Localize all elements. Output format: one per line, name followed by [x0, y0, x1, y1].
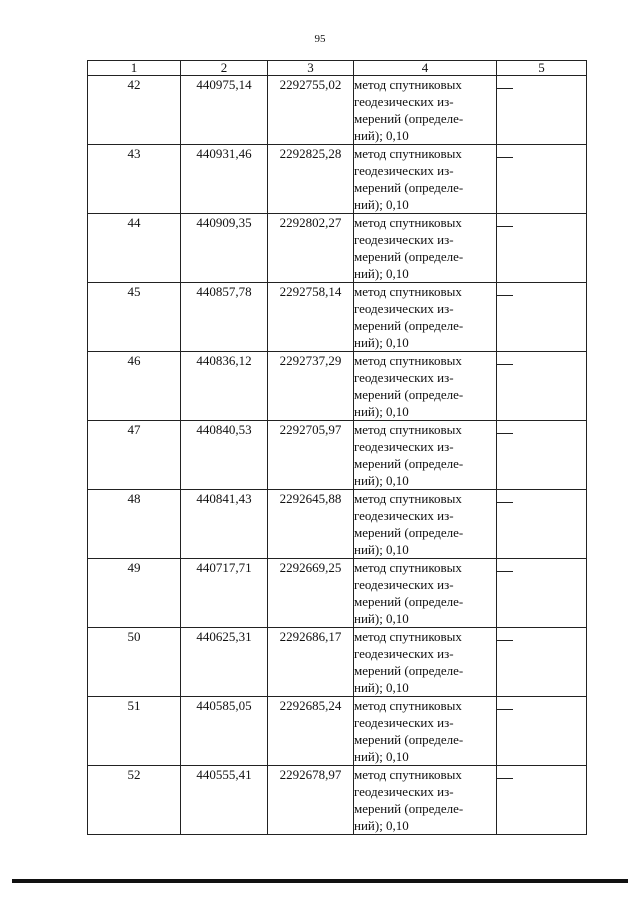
- method-line: метод спутниковых: [354, 77, 462, 92]
- method-line: мерений (определе-: [354, 180, 464, 195]
- point-number-cell: 45: [88, 283, 181, 352]
- method-line: мерений (определе-: [354, 249, 464, 264]
- table-row: [88, 283, 587, 352]
- coordinate-y-cell: 2292686,17: [268, 628, 354, 697]
- bottom-rule: [12, 879, 628, 883]
- method-line: мерений (определе-: [354, 525, 464, 540]
- coordinate-y-cell: 2292755,02: [268, 76, 354, 145]
- dash-mark: [497, 640, 513, 641]
- method-line: геодезических из-: [354, 301, 454, 316]
- coordinate-x-cell: 440555,41: [181, 766, 268, 835]
- dash-mark: [497, 295, 513, 296]
- dash-mark: [497, 778, 513, 779]
- method-line: мерений (определе-: [354, 663, 464, 678]
- method-line: мерений (определе-: [354, 318, 464, 333]
- method-line: мерений (определе-: [354, 111, 464, 126]
- coordinate-x-cell: 440585,05: [181, 697, 268, 766]
- method-cell: [354, 628, 497, 697]
- method-line: метод спутниковых: [354, 353, 462, 368]
- dash-mark: [497, 709, 513, 710]
- method-line: геодезических из-: [354, 439, 454, 454]
- method-cell: [354, 421, 497, 490]
- method-line: геодезических из-: [354, 370, 454, 385]
- dash-mark: [497, 571, 513, 572]
- method-line: ний); 0,10: [354, 818, 409, 833]
- method-line: метод спутниковых: [354, 146, 462, 161]
- method-line: метод спутниковых: [354, 422, 462, 437]
- coordinate-y-cell: 2292737,29: [268, 352, 354, 421]
- coordinate-x-cell: 440836,12: [181, 352, 268, 421]
- method-line: ний); 0,10: [354, 404, 409, 419]
- point-number-cell: 49: [88, 559, 181, 628]
- method-line: ний); 0,10: [354, 197, 409, 212]
- table-row: [88, 421, 587, 490]
- table-row: [88, 145, 587, 214]
- coordinate-x-cell: 440975,14: [181, 76, 268, 145]
- method-cell: [354, 145, 497, 214]
- table-row: [88, 766, 587, 835]
- method-line: геодезических из-: [354, 232, 454, 247]
- column-header-2: 2: [181, 61, 268, 76]
- method-line: мерений (определе-: [354, 456, 464, 471]
- note-cell: [497, 421, 587, 490]
- method-cell: [354, 214, 497, 283]
- note-cell: [497, 628, 587, 697]
- coordinate-y-cell: 2292685,24: [268, 697, 354, 766]
- coordinate-x-cell: 440931,46: [181, 145, 268, 214]
- method-line: ний); 0,10: [354, 266, 409, 281]
- method-line: ний); 0,10: [354, 335, 409, 350]
- table-header-row: [88, 61, 587, 76]
- coordinate-y-cell: 2292705,97: [268, 421, 354, 490]
- note-cell: [497, 490, 587, 559]
- note-cell: [497, 766, 587, 835]
- point-number-cell: 52: [88, 766, 181, 835]
- coordinate-y-cell: 2292645,88: [268, 490, 354, 559]
- table-row: [88, 559, 587, 628]
- method-cell: [354, 352, 497, 421]
- method-line: геодезических из-: [354, 784, 454, 799]
- method-cell: [354, 697, 497, 766]
- method-line: ний); 0,10: [354, 128, 409, 143]
- column-header-5: 5: [497, 61, 587, 76]
- note-cell: [497, 352, 587, 421]
- coordinate-y-cell: 2292802,27: [268, 214, 354, 283]
- note-cell: [497, 697, 587, 766]
- table-row: [88, 214, 587, 283]
- method-line: мерений (определе-: [354, 594, 464, 609]
- method-line: геодезических из-: [354, 715, 454, 730]
- method-line: метод спутниковых: [354, 629, 462, 644]
- column-header-4: 4: [354, 61, 497, 76]
- coordinate-x-cell: 440841,43: [181, 490, 268, 559]
- method-line: ний); 0,10: [354, 542, 409, 557]
- dash-mark: [497, 226, 513, 227]
- table-body: [88, 76, 587, 835]
- method-line: геодезических из-: [354, 646, 454, 661]
- method-line: метод спутниковых: [354, 284, 462, 299]
- note-cell: [497, 145, 587, 214]
- coordinate-y-cell: 2292825,28: [268, 145, 354, 214]
- coordinate-y-cell: 2292678,97: [268, 766, 354, 835]
- method-line: метод спутниковых: [354, 560, 462, 575]
- table-row: [88, 490, 587, 559]
- method-cell: [354, 283, 497, 352]
- column-header-3: 3: [268, 61, 354, 76]
- coordinates-table: [87, 60, 587, 835]
- coordinate-x-cell: 440909,35: [181, 214, 268, 283]
- table-row: [88, 697, 587, 766]
- dash-mark: [497, 157, 513, 158]
- note-cell: [497, 214, 587, 283]
- dash-mark: [497, 502, 513, 503]
- method-line: мерений (определе-: [354, 387, 464, 402]
- method-line: метод спутниковых: [354, 491, 462, 506]
- method-line: ний); 0,10: [354, 611, 409, 626]
- method-line: геодезических из-: [354, 163, 454, 178]
- table-row: [88, 628, 587, 697]
- point-number-cell: 46: [88, 352, 181, 421]
- point-number-cell: 51: [88, 697, 181, 766]
- coordinate-y-cell: 2292758,14: [268, 283, 354, 352]
- dash-mark: [497, 364, 513, 365]
- method-line: ний); 0,10: [354, 749, 409, 764]
- point-number-cell: 48: [88, 490, 181, 559]
- method-cell: [354, 490, 497, 559]
- method-line: мерений (определе-: [354, 732, 464, 747]
- method-cell: [354, 559, 497, 628]
- coordinate-x-cell: 440625,31: [181, 628, 268, 697]
- note-cell: [497, 559, 587, 628]
- method-cell: [354, 76, 497, 145]
- dash-mark: [497, 88, 513, 89]
- method-cell: [354, 766, 497, 835]
- table-row: [88, 352, 587, 421]
- coordinate-x-cell: 440717,71: [181, 559, 268, 628]
- page-number: 95: [314, 33, 326, 45]
- coordinate-x-cell: 440857,78: [181, 283, 268, 352]
- note-cell: [497, 76, 587, 145]
- method-line: мерений (определе-: [354, 801, 464, 816]
- table-row: [88, 76, 587, 145]
- method-line: метод спутниковых: [354, 215, 462, 230]
- point-number-cell: 47: [88, 421, 181, 490]
- method-line: геодезических из-: [354, 508, 454, 523]
- method-line: метод спутниковых: [354, 767, 462, 782]
- point-number-cell: 42: [88, 76, 181, 145]
- method-line: геодезических из-: [354, 577, 454, 592]
- method-line: ний); 0,10: [354, 473, 409, 488]
- coordinate-y-cell: 2292669,25: [268, 559, 354, 628]
- point-number-cell: 43: [88, 145, 181, 214]
- method-line: геодезических из-: [354, 94, 454, 109]
- point-number-cell: 50: [88, 628, 181, 697]
- method-line: метод спутниковых: [354, 698, 462, 713]
- note-cell: [497, 283, 587, 352]
- method-line: ний); 0,10: [354, 680, 409, 695]
- column-header-1: 1: [88, 61, 181, 76]
- coordinate-x-cell: 440840,53: [181, 421, 268, 490]
- dash-mark: [497, 433, 513, 434]
- point-number-cell: 44: [88, 214, 181, 283]
